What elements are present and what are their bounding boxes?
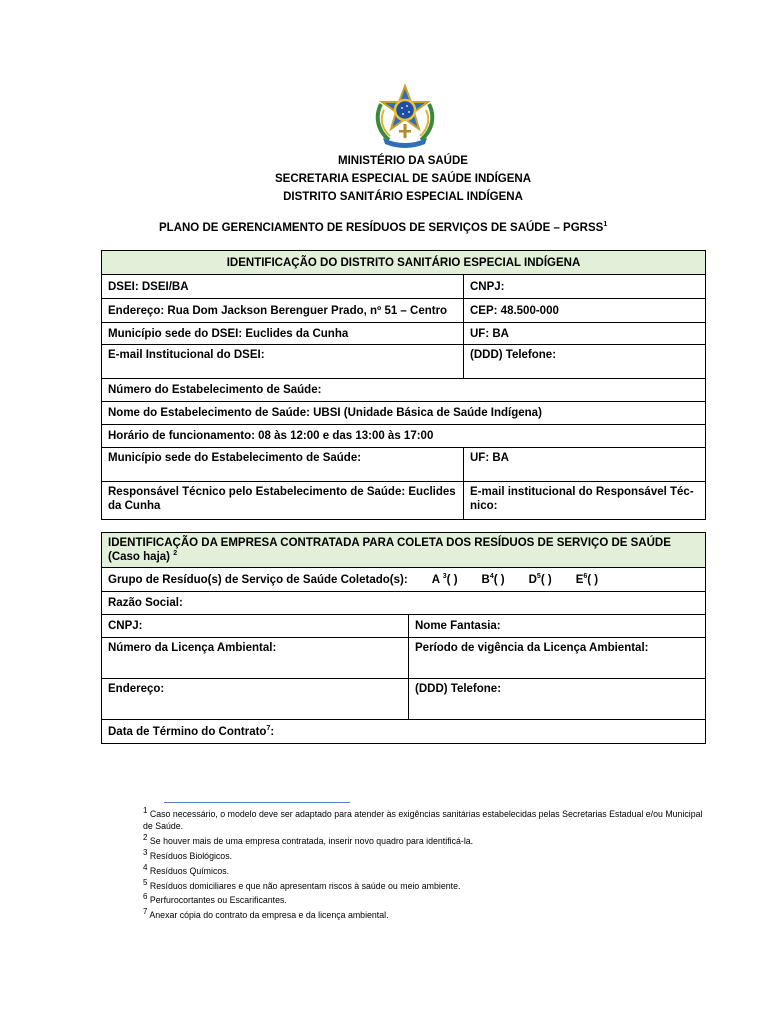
footnote-7: $^7$ Anexar cópia do contrato da empresa e da licença ambiental. <box>143 907 389 921</box>
dsei-address-field[interactable]: Endereço: Rua Dom Jackson Berenguer Prado, nº 51 – Centro <box>102 299 464 323</box>
company-table-footnote-ref: 2 <box>173 550 178 558</box>
establishment-number-field[interactable]: Número do Estabelecimento de Saúde: <box>102 379 706 402</box>
dsei-identification-table <box>101 250 706 520</box>
technical-manager-field[interactable]: Responsável Técnico pelo Estabelecimento de Saúde: Euclides da Cunha <box>102 482 464 520</box>
waste-group-label: Grupo de Resíduo(s) de Serviço de Saúde Coletado(s): <box>108 573 408 586</box>
footnote-6: $^6$ Perfurocortantes ou Escarificantes. <box>143 892 287 906</box>
company-table-title <box>102 533 706 568</box>
dsei-field[interactable]: DSEI: DSEI/BA <box>102 275 464 299</box>
environmental-license-number-field[interactable]: Número da Licença Ambiental: <box>102 638 409 679</box>
establishment-uf-field[interactable]: UF: BA <box>464 448 706 482</box>
waste-group-option-d[interactable]: $D^5$( ) <box>528 572 552 586</box>
footnote-5: $^5$ Resíduos domiciliares e que não apresentam riscos à saúde ou meio ambiente. <box>143 877 461 891</box>
district-title: DISTRITO SANITÁRIO ESPECIAL INDÍGENA <box>283 191 523 203</box>
dsei-email-field[interactable]: E-mail Institucional do DSEI: <box>102 345 464 379</box>
dsei-table-title: IDENTIFICAÇÃO DO DISTRITO SANITÁRIO ESPECIAL INDÍGENA <box>102 251 706 275</box>
dsei-cnpj-field[interactable]: CNPJ: <box>464 275 706 299</box>
company-name-field[interactable]: Razão Social: <box>102 592 706 615</box>
contracted-company-table <box>101 532 706 744</box>
dsei-uf-field[interactable]: UF: BA <box>464 323 706 345</box>
technical-manager-email-field[interactable]: E-mail institucional do Responsável Téc-nico: <box>464 482 706 520</box>
dsei-municipality-field[interactable]: Município sede do DSEI: Euclides da Cunha <box>102 323 464 345</box>
environmental-license-period-field[interactable]: Período de vigência da Licença Ambiental: <box>409 638 706 679</box>
waste-group-option-e[interactable]: $E^6$( ) <box>575 572 599 586</box>
footnote-2: $^2$ Se houver mais de uma empresa contratada, inserir novo quadro para identificá-la. <box>143 833 474 847</box>
company-address-field[interactable]: Endereço: <box>102 679 409 720</box>
waste-group-row <box>102 568 706 592</box>
waste-group-option-a[interactable]: A $^3$( ) <box>431 572 458 586</box>
plan-title-text: PLANO DE GERENCIAMENTO DE RESÍDUOS DE SERVIÇOS DE SAÚDE – PGRSS <box>159 222 604 234</box>
contract-end-date-field[interactable]: Data de Término do Contrato$^7$: <box>102 720 706 744</box>
opening-hours-field[interactable]: Horário de funcionamento: 08 às 12:00 e das 13:00 às 17:00 <box>102 425 706 448</box>
footnote-4: $^4$ Resíduos Químicos. <box>143 862 230 876</box>
brazil-coat-of-arms-icon <box>371 84 439 148</box>
plan-title-footnote-ref: 1 <box>603 221 608 229</box>
secretariat-title: SECRETARIA ESPECIAL DE SAÚDE INDÍGENA <box>274 173 531 185</box>
waste-group-option-b[interactable]: $B^4$( ) <box>481 572 505 586</box>
document-heading <box>0 152 768 206</box>
plan-title <box>159 222 607 234</box>
company-table-title-text: IDENTIFICAÇÃO DA EMPRESA CONTRATADA PARA COLETA DOS RESÍDUOS DE SERVIÇO DE SAÚDE (Caso haja) <box>108 537 671 563</box>
company-cnpj-field[interactable]: CNPJ: <box>102 615 409 638</box>
company-trade-name-field[interactable]: Nome Fantasia: <box>409 615 706 638</box>
establishment-name-field[interactable]: Nome do Estabelecimento de Saúde: UBSI (Unidade Básica de Saúde Indígena) <box>102 402 706 425</box>
footnotes <box>143 808 703 924</box>
footnote-separator <box>164 802 350 803</box>
footnote-1: $^1$ Caso necessário, o modelo deve ser adaptado para atender às exigências sanitárias estabelecidas pelas Secretarias Estadual e/ou Municipal de Saúde. <box>143 806 703 832</box>
company-phone-field[interactable]: (DDD) Telefone: <box>409 679 706 720</box>
ministry-title: MINISTÉRIO DA SAÚDE <box>338 155 468 167</box>
dsei-phone-field[interactable]: (DDD) Telefone: <box>464 345 706 379</box>
dsei-cep-field[interactable]: CEP: 48.500-000 <box>464 299 706 323</box>
footnote-3: $^3$ Resíduos Biológicos. <box>143 848 233 861</box>
establishment-municipality-field[interactable]: Município sede do Estabelecimento de Saúde: <box>102 448 464 482</box>
contract-end-footnote-ref: 7 <box>266 724 271 732</box>
